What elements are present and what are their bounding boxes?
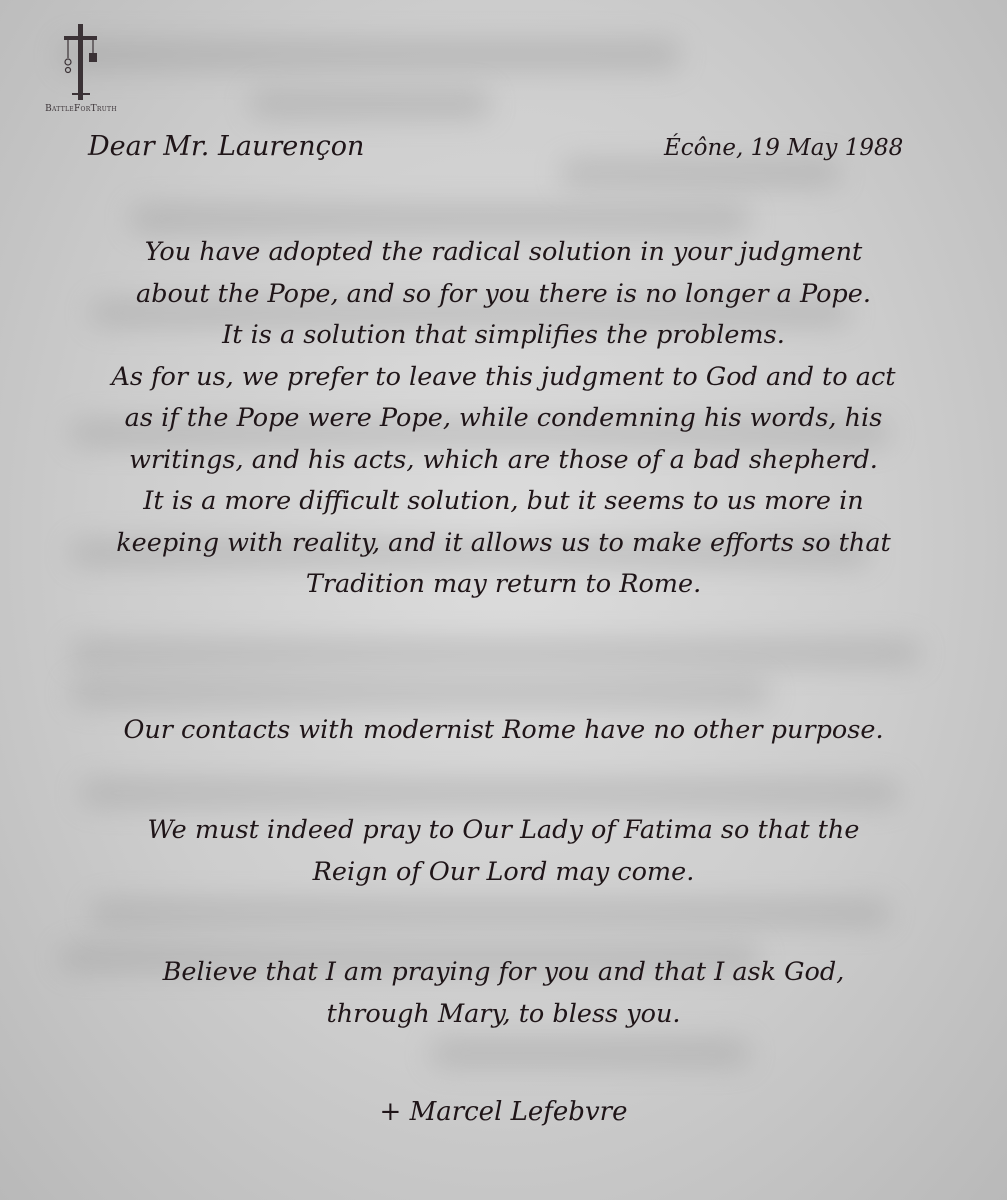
paragraph-3 [0, 810, 1007, 893]
salutation: Dear Mr. Laurençon [88, 131, 365, 162]
text-line: As for us, we prefer to leave this judgment to God and to act [111, 361, 896, 392]
paragraph-2 [0, 710, 1007, 752]
text-line: It is a more difficult solution, but it seems to us more in [143, 486, 864, 516]
text-line: It is a solution that simplifies the problems. [222, 320, 785, 350]
text-line: as if the Pope were Pope, while condemning his words, his [124, 403, 883, 433]
text-line: We must indeed pray to Our Lady of Fatima so that the [147, 815, 860, 845]
cross-icon [60, 24, 102, 100]
text-line: keeping with reality, and it allows us to make efforts so that [116, 527, 891, 558]
text-line: writings, and his acts, which are those of a bad shepherd. [129, 444, 878, 475]
battlefortruth-logo [26, 24, 136, 120]
paragraph-4 [0, 952, 1007, 1035]
text-line: about the Pope, and so for you there is no longer a Pope. [136, 278, 871, 309]
text-line: through Mary, to bless you. [326, 998, 681, 1029]
text-line: You have adopted the radical solution in your judgment [144, 237, 863, 267]
text-line: Tradition may return to Rome. [305, 569, 702, 599]
text-line: Believe that I am praying for you and that I ask God, [162, 957, 845, 987]
signature: + Marcel Lefebvre [379, 1097, 628, 1127]
dateline: Écône, 19 May 1988 [664, 135, 904, 161]
logo-text: BattleForTruth [45, 104, 117, 114]
paragraph-1 [0, 232, 1007, 606]
text-line: Reign of Our Lord may come. [312, 856, 695, 887]
text-line: Our contacts with modernist Rome have no other purpose. [123, 715, 884, 745]
